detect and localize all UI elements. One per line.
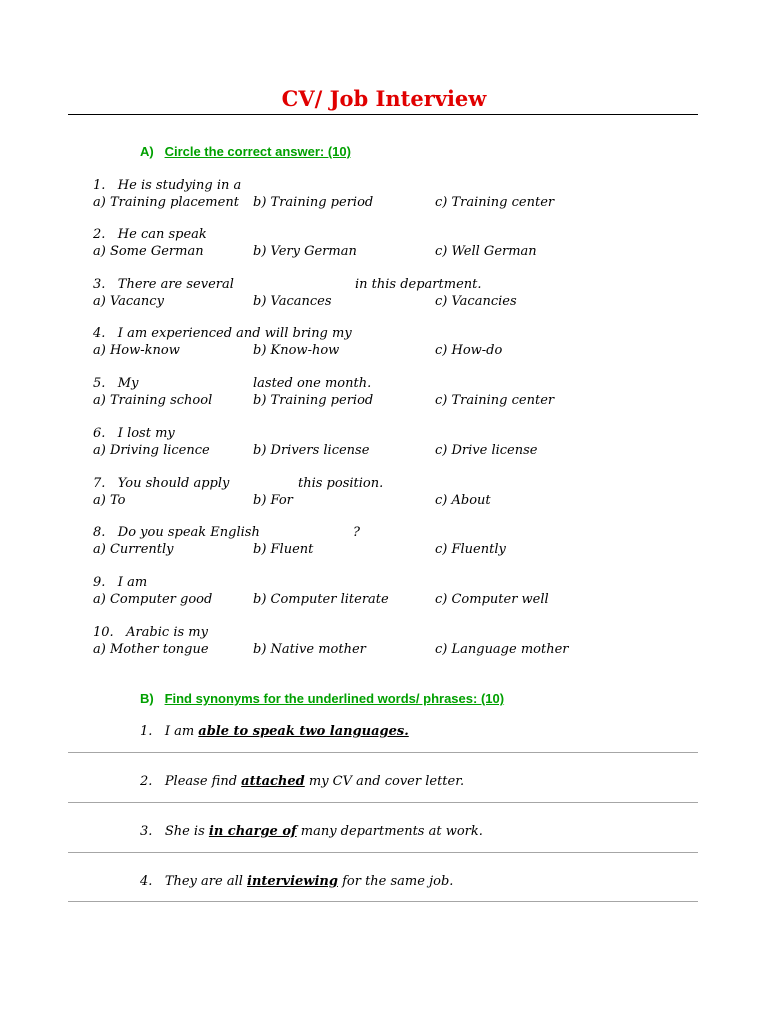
- item-text-after: many departments at work.: [296, 824, 483, 839]
- option-a: a) Training school: [93, 393, 213, 408]
- underlined-phrase: interviewing: [247, 874, 338, 889]
- question-stem: 3. There are several: [93, 277, 234, 292]
- option-a: a) Training placement: [93, 195, 239, 210]
- option-c: c) How-do: [435, 343, 503, 358]
- option-a: a) Driving licence: [93, 443, 210, 458]
- section-b-prefix: B): [140, 691, 154, 706]
- option-c: c) Drive license: [435, 443, 538, 458]
- item-number: 2.: [140, 774, 153, 789]
- option-c: c) Fluently: [435, 542, 506, 557]
- item-number: 1.: [140, 724, 153, 739]
- question-stem-continuation: lasted one month.: [253, 376, 372, 391]
- synonym-item: [140, 724, 409, 739]
- page-title: CV/ Job Interview: [281, 86, 487, 111]
- question-stem-continuation: this position.: [298, 476, 384, 491]
- item-text-after: my CV and cover letter.: [304, 774, 465, 789]
- title-divider: [68, 114, 698, 115]
- item-text-before: She is: [164, 824, 209, 839]
- synonym-item: [140, 824, 483, 839]
- section-a-title: Circle the correct answer: (10): [164, 144, 351, 159]
- question-stem: 7. You should apply: [93, 476, 230, 491]
- option-c: c) Well German: [435, 244, 537, 259]
- option-b: b) Vacances: [253, 294, 332, 309]
- option-a: a) How-know: [93, 343, 180, 358]
- option-a: a) Computer good: [93, 592, 213, 607]
- option-b: b) Training period: [253, 195, 374, 210]
- answer-line: [68, 852, 698, 853]
- option-a: a) Currently: [93, 542, 174, 557]
- item-spacer: [152, 824, 164, 839]
- question-stem: 2. He can speak: [93, 227, 207, 242]
- item-spacer: [152, 774, 164, 789]
- question-stem: 10. Arabic is my: [93, 625, 208, 640]
- item-spacer: [152, 874, 164, 889]
- option-b: b) Fluent: [253, 542, 314, 557]
- option-c: c) About: [435, 493, 491, 508]
- option-b: b) Drivers license: [253, 443, 370, 458]
- underlined-phrase: able to speak two languages.: [198, 724, 409, 739]
- option-b: b) Know-how: [253, 343, 340, 358]
- option-c: c) Training center: [435, 195, 555, 210]
- answer-line: [68, 802, 698, 803]
- question-stem: 9. I am: [93, 575, 148, 590]
- underlined-phrase: attached: [241, 774, 305, 789]
- item-text-before: Please find: [164, 774, 242, 789]
- option-a: a) Vacancy: [93, 294, 164, 309]
- option-c: c) Vacancies: [435, 294, 517, 309]
- section-a-prefix: A): [140, 144, 154, 159]
- question-stem-continuation: in this department.: [355, 277, 482, 292]
- question-stem: 8. Do you speak English: [93, 525, 260, 540]
- question-stem-continuation: ?: [353, 525, 360, 540]
- question-stem: 1. He is studying in a: [93, 178, 242, 193]
- option-b: b) Very German: [253, 244, 357, 259]
- answer-line: [68, 752, 698, 753]
- section-b-title: Find synonyms for the underlined words/ phrases: (10): [164, 691, 505, 706]
- option-a: a) Mother tongue: [93, 642, 209, 657]
- option-a: a) To: [93, 493, 126, 508]
- answer-line: [68, 901, 698, 902]
- option-b: b) Computer literate: [253, 592, 389, 607]
- item-number: 4.: [140, 874, 153, 889]
- item-text-after: for the same job.: [337, 874, 454, 889]
- option-b: b) Native mother: [253, 642, 366, 657]
- option-c: c) Computer well: [435, 592, 549, 607]
- item-number: 3.: [140, 824, 153, 839]
- option-b: b) Training period: [253, 393, 374, 408]
- option-c: c) Language mother: [435, 642, 569, 657]
- question-stem: 4. I am experienced and will bring my: [93, 326, 352, 341]
- section-a-heading: [140, 144, 351, 159]
- question-stem: 6. I lost my: [93, 426, 175, 441]
- underlined-phrase: in charge of: [208, 824, 297, 839]
- item-text-before: I am: [164, 724, 199, 739]
- section-b-heading: [140, 691, 504, 706]
- question-stem: 5. My: [93, 376, 139, 391]
- item-spacer: [152, 724, 164, 739]
- item-text-before: They are all: [164, 874, 248, 889]
- synonym-item: [140, 874, 453, 889]
- option-c: c) Training center: [435, 393, 555, 408]
- synonym-item: [140, 774, 464, 789]
- option-a: a) Some German: [93, 244, 204, 259]
- option-b: b) For: [253, 493, 293, 508]
